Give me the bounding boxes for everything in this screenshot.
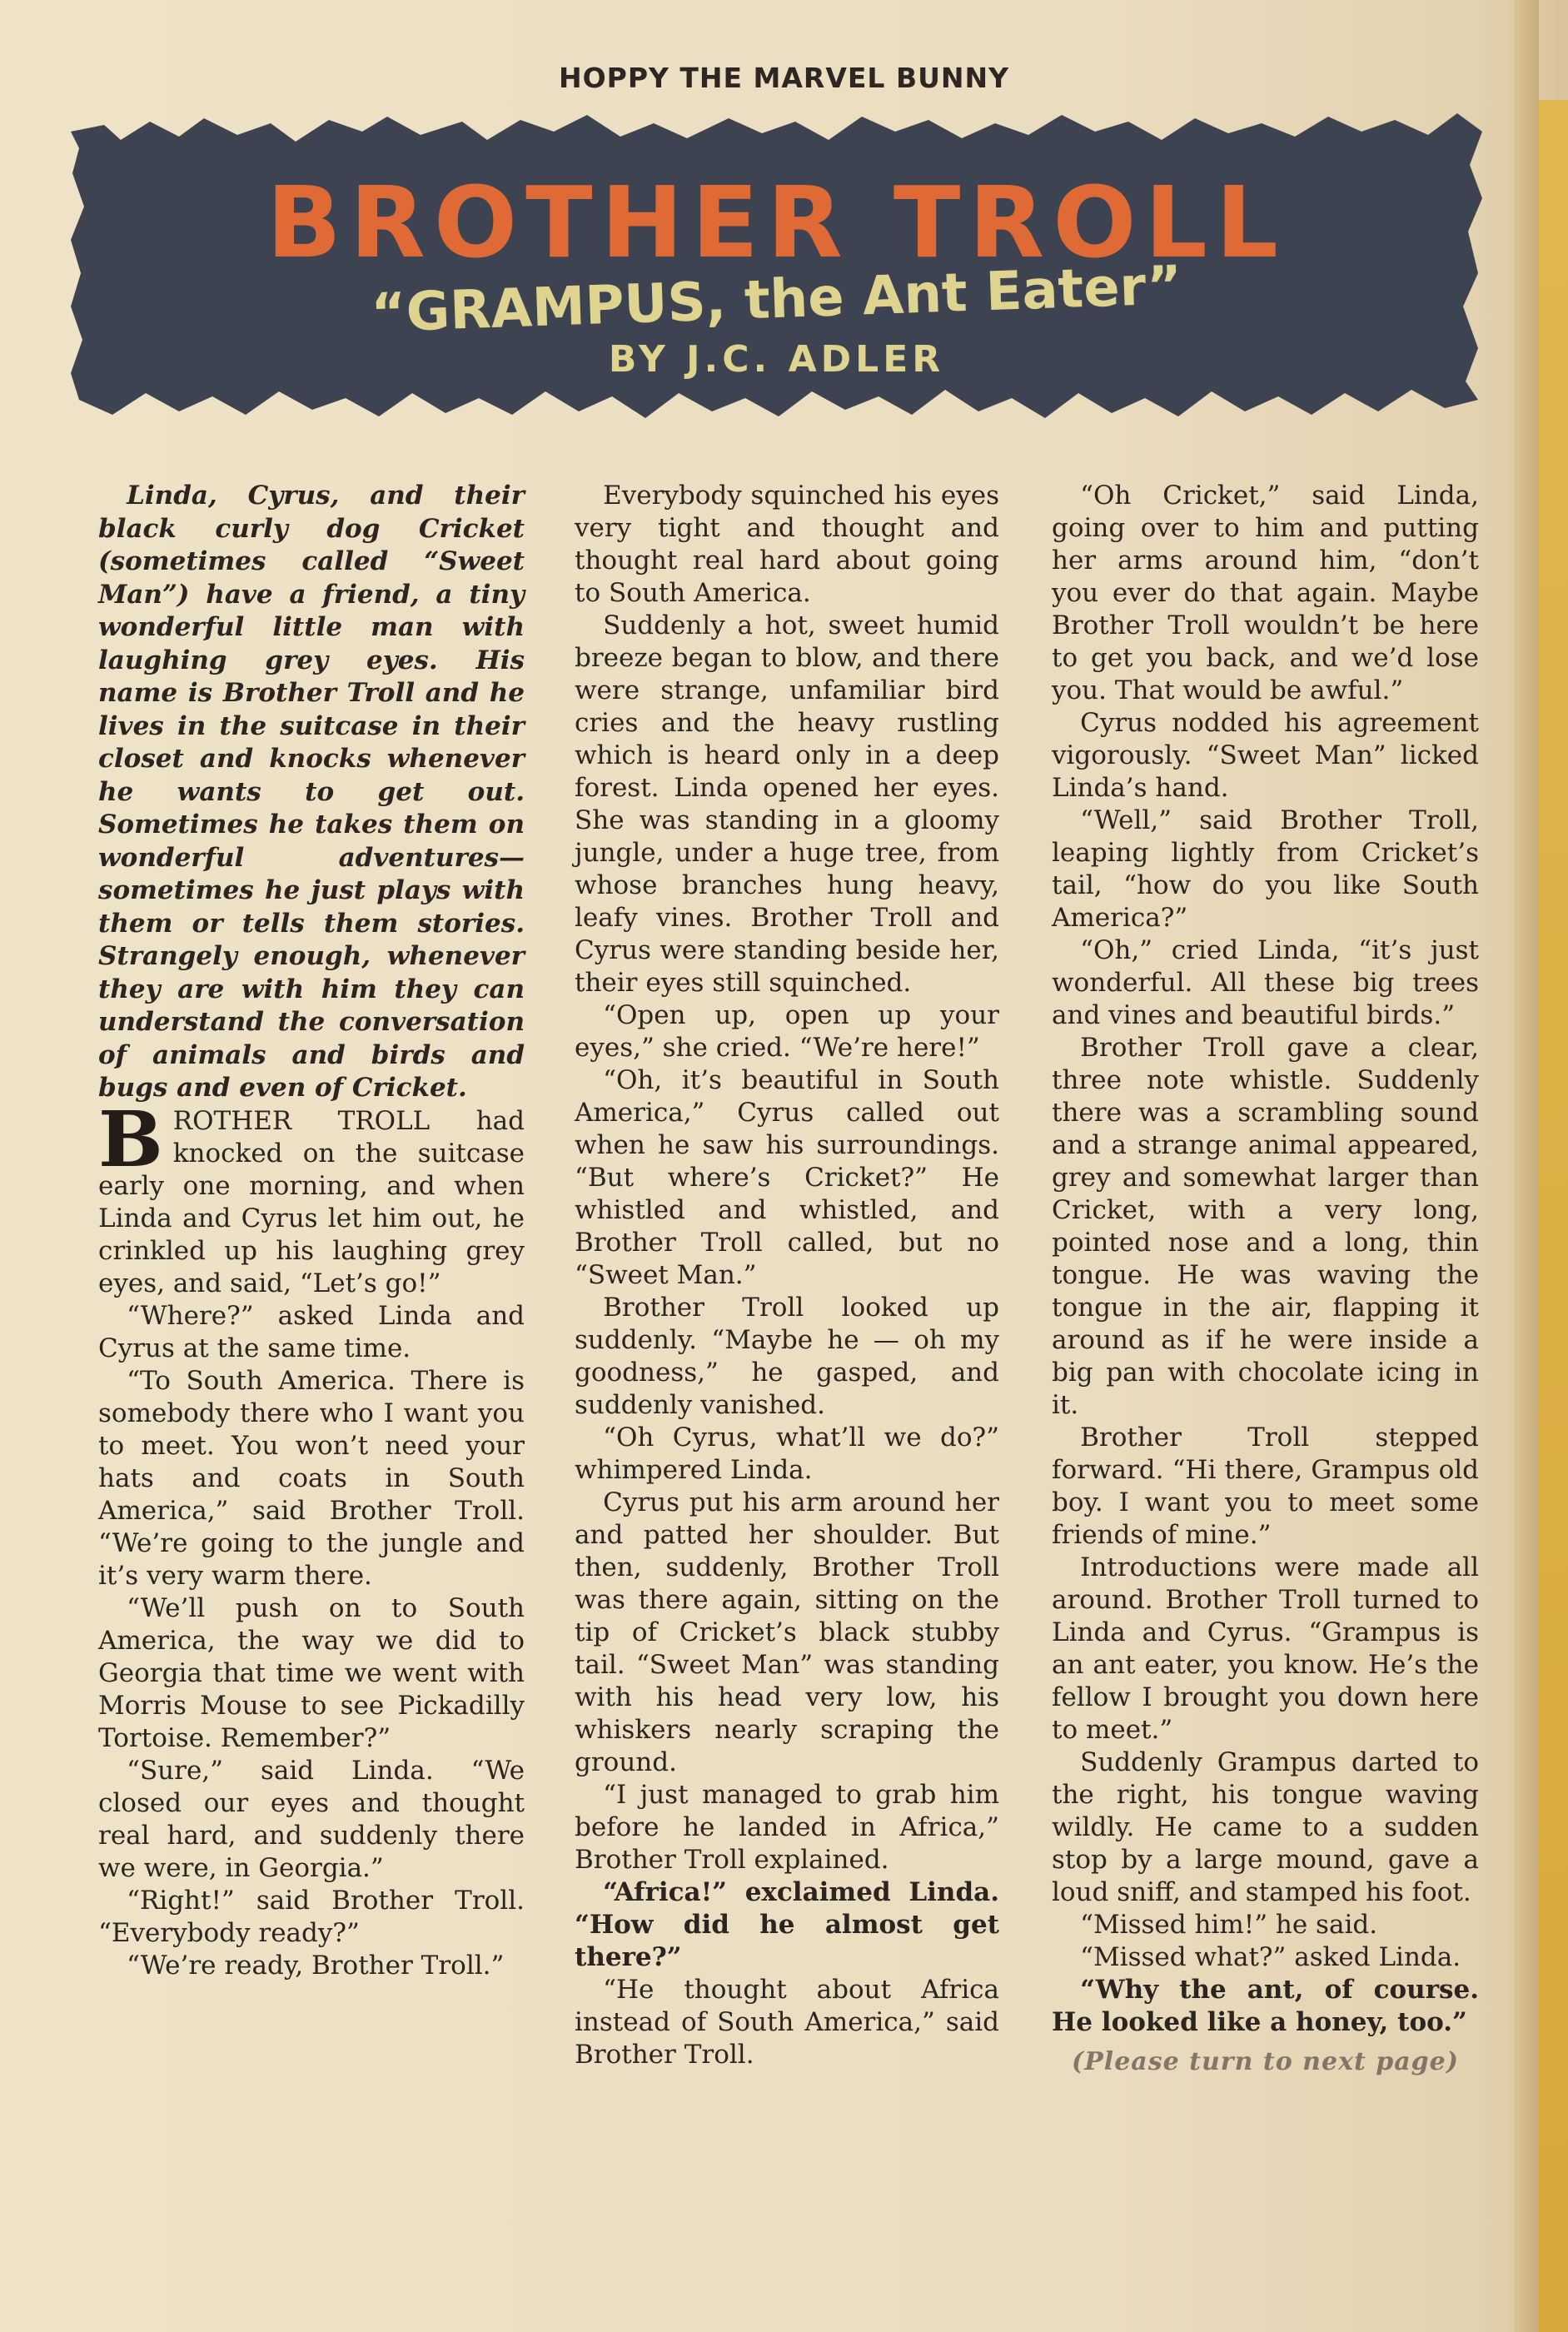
paragraph: Brother Troll looked up suddenly. “Maybe he — oh my goodness,” he gasped, and suddenly vanished. bbox=[575, 1293, 999, 1420]
paragraph: “Oh Cricket,” said Linda, going over to him and putting her arms around him, “don’t you ever do that again. Maybe Brother Troll wouldn’t be here to get you back, and we’d lose you. That would be awful.” bbox=[1052, 481, 1479, 705]
paragraph-emphasis: “Africa!” exclaimed Linda. “How did he almost get there?” bbox=[575, 1877, 999, 1972]
paragraph: Suddenly Grampus darted to the right, his tongue waving wildly. He came to a sudden stop by a large mound, gave a loud sniff, and stamped his foot. bbox=[1052, 1747, 1479, 1907]
paragraph: Brother Troll stepped forward. “Hi there, Grampus old boy. I want you to meet some friends of mine.” bbox=[1052, 1423, 1479, 1550]
paragraph: Cyrus put his arm around her and patted her shoulder. But then, suddenly, Brother Troll was there again, sitting on the tip of Cricket’s black stubby tail. “Sweet Man” was standing with his head very low, his whiskers nearly scraping the ground. bbox=[575, 1487, 999, 1777]
page-gutter-edge bbox=[1514, 0, 1539, 2332]
paragraph: “I just managed to grab him before he landed in Africa,” Brother Troll explained. bbox=[575, 1780, 999, 1875]
paragraph-emphasis: “Why the ant, of course. He looked like a honey, too.” bbox=[1052, 1975, 1479, 2037]
paragraph: “To South America. There is somebody there who I want you to meet. You won’t need your hats and coats in South America,” said Brother Troll. “We’re going to the jungle and it’s very warm there. bbox=[98, 1365, 525, 1591]
paragraph: Cyrus nodded his agreement vigorously. “Sweet Man” licked Linda’s hand. bbox=[1052, 708, 1479, 803]
paragraph: “Oh, it’s beautiful in South America,” Cyrus called out when he saw his surroundings. “But where’s Cricket?” He whistled and whistled, and Brother Troll called, but no “Sweet Man.” bbox=[575, 1065, 999, 1290]
story-series-title: BROTHER TROLL bbox=[266, 165, 1287, 280]
opening-paragraph bbox=[98, 1094, 525, 1300]
paragraph: “Missed what?” asked Linda. bbox=[1080, 1942, 1461, 1972]
paragraph: “Oh,” cried Linda, “it’s just wonderful. All these big trees and vines and beautiful birds.” bbox=[1052, 935, 1479, 1030]
drop-cap: B bbox=[98, 1094, 163, 1184]
opening-paragraph-text: ROTHER TROLL had knocked on the suitcase early one morning, and when Linda and Cyrus let him out, he crinkled up his laughing grey eyes, and said, “Let’s go!” bbox=[98, 1105, 525, 1298]
author-byline: BY J.C. ADLER bbox=[608, 338, 945, 381]
text-column-2 bbox=[575, 480, 999, 2071]
story-subtitle: “GRAMPUS, the Ant Eater” bbox=[370, 255, 1183, 345]
paragraph: Suddenly a hot, sweet humid breeze began to blow, and there were strange, unfamiliar bird cries and the heavy rustling which is heard only in a deep forest. Linda opened her eyes. She was standing in a gloomy jungle, under a huge tree, from whose branches hung heavy, leafy vines. Brother Troll and Cyrus were standing beside her, their eyes still squinched. bbox=[575, 610, 999, 998]
text-column-1 bbox=[98, 480, 525, 1982]
paragraph: Everybody squinched his eyes very tight and thought and thought real hard about going to South America. bbox=[575, 481, 999, 608]
paragraph: “We’re ready, Brother Troll.” bbox=[127, 1950, 505, 1981]
paragraph: “We’ll push on to South America, the way we did to Georgia that time we went with Morris Mouse to see Pickadilly Tortoise. Remember?” bbox=[98, 1592, 525, 1753]
paragraph: “Where?” asked Linda and Cyrus at the same time. bbox=[98, 1300, 525, 1363]
text-column-3 bbox=[1052, 480, 1479, 2078]
paragraph: Brother Troll gave a clear, three note whistle. Suddenly there was a scrambling sound and a strange animal appeared, grey and somewhat larger than Cricket, with a very long, pointed nose and a long, thin tongue. He was waving the tongue in the air, flapping it around as if he were inside a big pan with chocolate icing in it. bbox=[1052, 1033, 1479, 1420]
adjacent-page-edge bbox=[1539, 100, 1568, 2332]
paragraph: “Open up, open up your eyes,” she cried. “We’re here!” bbox=[575, 1000, 999, 1063]
continued-note: (Please turn to next page) bbox=[1072, 2047, 1459, 2076]
intro-paragraph: Linda, Cyrus, and their black curly dog Cricket (sometimes called “Sweet Man”) have a friend, a tiny wonderful little man with laughing grey eyes. His name is Brother Troll and he lives in the suitcase in their closet and knocks whenever he wants to get out. Sometimes he takes them on wonderful adventures—sometimes he just plays with them or tells them stories. Strangely enough, whenever they are with him they can understand the conversation of animals and birds and bugs and even of Cricket. bbox=[98, 481, 525, 1103]
paragraph: “Right!” said Brother Troll. “Everybody ready?” bbox=[98, 1885, 525, 1948]
title-banner bbox=[71, 107, 1482, 423]
paragraph: Introductions were made all around. Brother Troll turned to Linda and Cyrus. “Grampus is an ant eater, you know. He’s the fellow I brought you down here to meet.” bbox=[1052, 1552, 1479, 1745]
paragraph: “Well,” said Brother Troll, leaping lightly from Cricket’s tail, “how do you like South America?” bbox=[1052, 805, 1479, 933]
paragraph: “He thought about Africa instead of South America,” said Brother Troll. bbox=[575, 1975, 999, 2070]
running-head: HOPPY THE MARVEL BUNNY bbox=[558, 62, 1010, 94]
paragraph: “Sure,” said Linda. “We closed our eyes and thought real hard, and suddenly there we were, in Georgia.” bbox=[98, 1755, 525, 1883]
paragraph: “Oh Cyrus, what’ll we do?” whimpered Linda. bbox=[575, 1423, 999, 1485]
paragraph: “Missed him!” he said. bbox=[1080, 1910, 1378, 1940]
